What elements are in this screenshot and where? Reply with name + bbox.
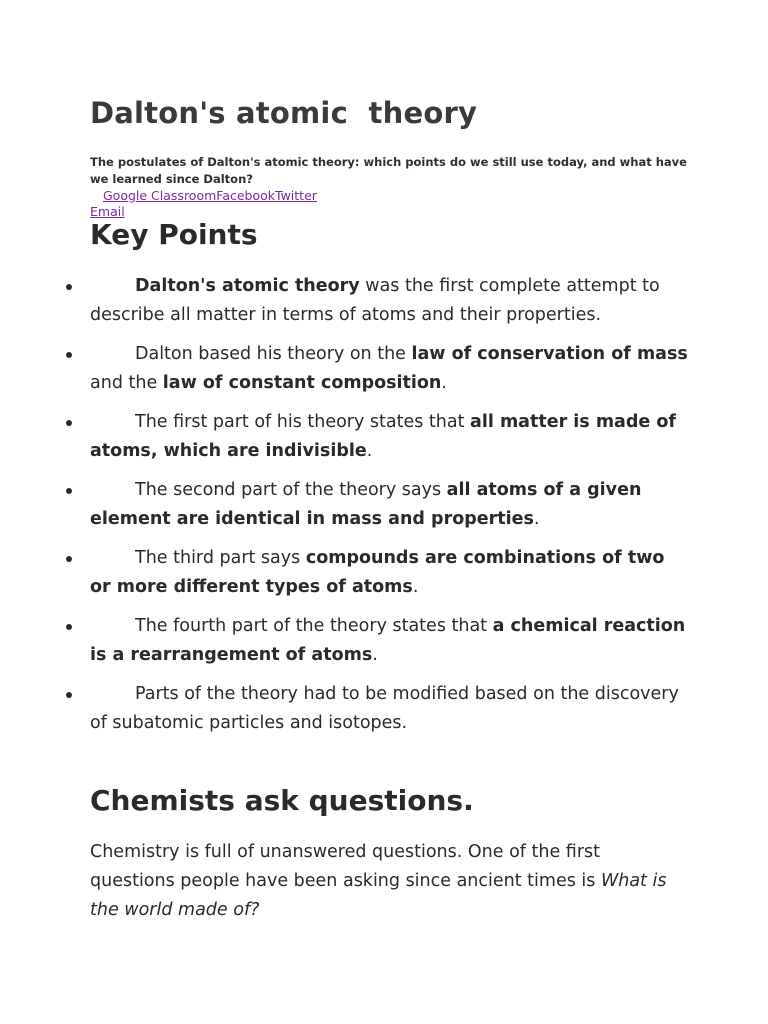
bullet-text: . xyxy=(533,509,540,529)
list-item xyxy=(0,680,690,738)
share-twitter-link[interactable]: Twitter xyxy=(275,188,317,203)
bullet-text: The second part of the theory says xyxy=(135,480,447,500)
bullet-text: The first part of his theory states that xyxy=(135,412,471,432)
bullet-icon xyxy=(66,284,72,290)
bullet-icon xyxy=(66,488,72,494)
list-item xyxy=(0,272,690,330)
article-subtitle: The postulates of Dalton's atomic theory: which points do we still use today, and what have we learned since Dalton? xyxy=(90,155,687,186)
bullet-text: Parts of the theory had to be modified based on the discovery of subatomic particles and isotopes. xyxy=(90,684,679,733)
bullet-text: . xyxy=(441,373,447,393)
bullet-icon xyxy=(66,624,72,630)
bullet-text: Dalton based his theory on the xyxy=(135,344,412,364)
bullet-bold-text: compounds are combinations of two or more different types of atoms xyxy=(90,548,665,597)
list-item xyxy=(0,476,690,534)
bullet-bold-text: law of conservation of mass xyxy=(411,344,688,364)
bullet-text: . xyxy=(366,441,373,461)
share-links xyxy=(90,188,350,220)
bullet-icon xyxy=(66,692,72,698)
bullet-bold-text: a chemical reaction is a rearrangement of atoms xyxy=(90,616,686,665)
bullet-text: . xyxy=(372,645,378,665)
page-title: Dalton's atomic theory xyxy=(90,96,478,130)
share-email-link[interactable]: Email xyxy=(90,204,125,219)
list-item xyxy=(0,612,690,670)
key-points-list xyxy=(0,272,768,748)
list-item xyxy=(0,340,690,398)
paragraph-text: Chemistry is full of unanswered questions. One of the first questions people have been asking since ancient times is xyxy=(90,842,601,891)
list-item xyxy=(0,408,690,466)
bullet-text: . xyxy=(412,577,419,597)
share-facebook-link[interactable]: Facebook xyxy=(216,188,276,203)
bullet-icon xyxy=(66,352,72,358)
share-google-classroom-link[interactable]: Google Classroom xyxy=(103,188,217,203)
bullet-text: The third part says xyxy=(135,548,306,568)
list-item xyxy=(0,544,690,602)
bullet-bold-text: all matter is made of atoms, which are indivisible xyxy=(90,412,676,461)
section-heading-chemists: Chemists ask questions. xyxy=(90,784,474,817)
paragraph-italic-text: What is the world made of? xyxy=(90,871,667,920)
bullet-bold-text: Dalton's atomic theory xyxy=(135,276,360,296)
bullet-text: was the first complete attempt to describe all matter in terms of atoms and their properties. xyxy=(90,276,660,325)
key-points-heading: Key Points xyxy=(90,218,258,251)
bullet-bold-text: all atoms of a given element are identical in mass and properties xyxy=(90,480,642,529)
body-paragraph xyxy=(90,838,670,925)
bullet-bold-text: law of constant composition xyxy=(162,373,442,393)
bullet-text: The fourth part of the theory states that xyxy=(135,616,493,636)
bullet-icon xyxy=(66,556,72,562)
bullet-icon xyxy=(66,420,72,426)
bullet-text: and the xyxy=(90,373,163,393)
